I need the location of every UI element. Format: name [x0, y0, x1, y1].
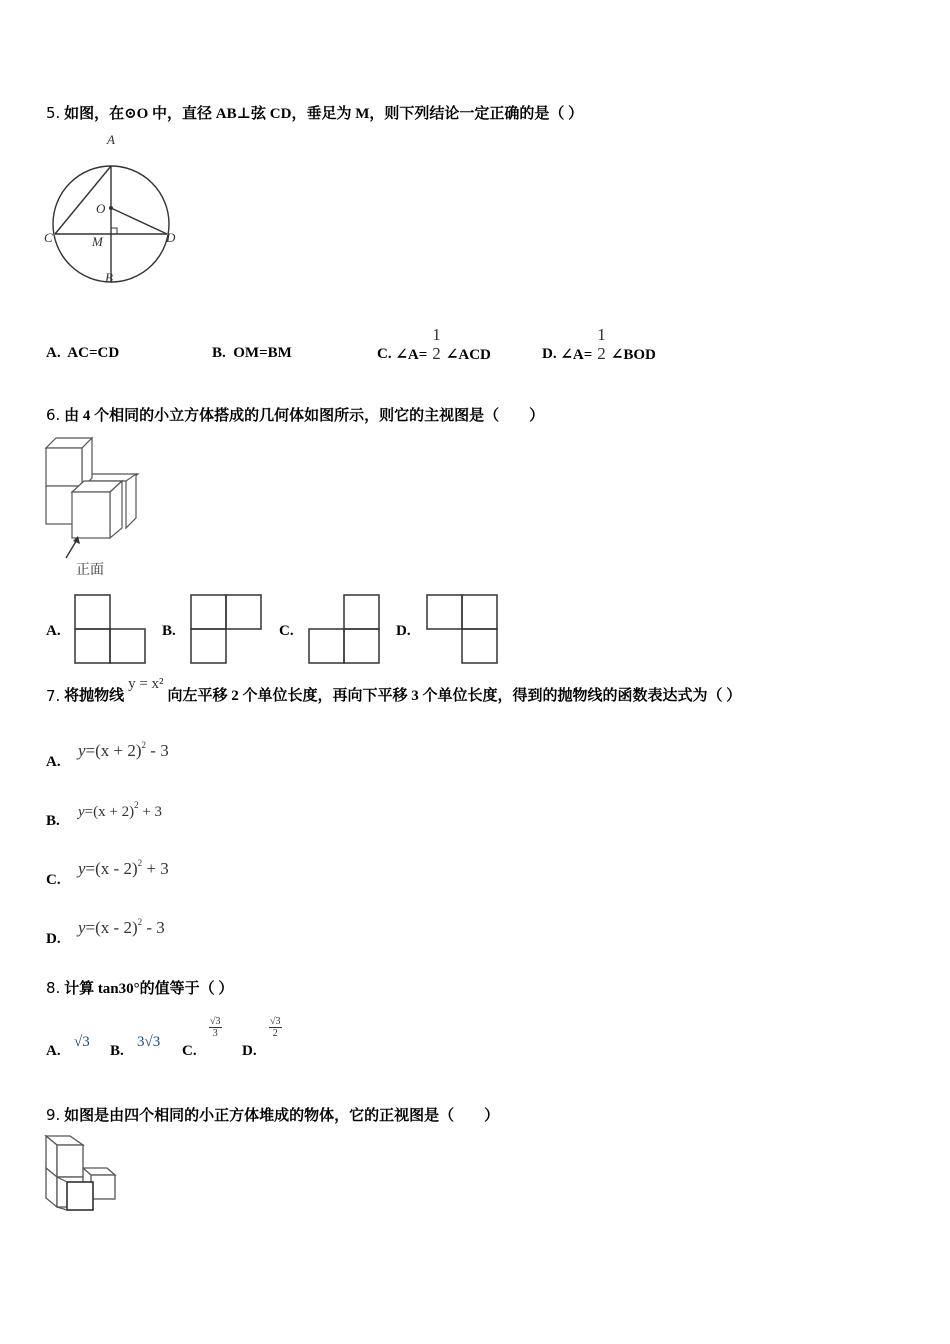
svg-text:正面: 正面: [76, 562, 104, 578]
q7-option-b[interactable]: [46, 813, 60, 830]
q8-option-c-fraction: [209, 1016, 222, 1039]
q7-option-c[interactable]: [46, 872, 61, 889]
formula-exponent: 2: [134, 800, 139, 810]
q8-option-a-value: √3: [74, 1034, 90, 1050]
option-label: B.: [212, 345, 226, 361]
circle-diagram: [42, 128, 192, 288]
formula-tail: + 3: [138, 804, 163, 820]
question-text: 如图是由四个相同的小正方体堆成的物体，它的正视图是（ ）: [64, 1108, 500, 1124]
svg-text:A: A: [107, 132, 115, 147]
q5-option-c[interactable]: [377, 320, 491, 370]
q7-option-a[interactable]: [46, 754, 61, 771]
question-text: 如图，在⊙O 中，直径 AB⊥弦 CD，垂足为 M，则下列结论一定正确的是（ ）: [64, 106, 584, 122]
q8-option-d-fraction: [269, 1016, 282, 1039]
formula-y-equals-x-squared: y = x²: [128, 676, 164, 692]
formula-tail: + 3: [142, 859, 169, 878]
option-label: D.: [242, 1043, 257, 1059]
q6-option-d-figure[interactable]: [426, 594, 498, 664]
question-number: 8.: [46, 979, 61, 997]
q7-option-d[interactable]: [46, 931, 61, 948]
question-number: 6.: [46, 406, 61, 424]
q9-cube-stack-figure: [45, 1135, 117, 1213]
q6-option-d-label[interactable]: D.: [396, 623, 411, 639]
fraction-denominator: 2: [272, 1028, 278, 1039]
fraction-one-half: [431, 326, 442, 363]
option-label: C.: [182, 1043, 197, 1059]
q6-option-c-figure[interactable]: [308, 594, 380, 664]
fraction-denominator: 2: [432, 344, 441, 363]
formula-lhs: y: [78, 804, 85, 820]
formula-tail: - 3: [146, 741, 169, 760]
q7-option-d-formula: [78, 917, 165, 938]
q6-option-a-label[interactable]: A.: [46, 623, 61, 639]
question-7-stem: [46, 676, 742, 705]
question-9-stem: [46, 1104, 499, 1125]
formula-body: =(x + 2): [84, 804, 135, 820]
question-text-after: 向左平移 2 个单位长度，再向下平移 3 个单位长度，得到的抛物线的函数表达式为（ ）: [167, 688, 742, 704]
formula-body: =(x - 2): [85, 859, 138, 878]
formula-exponent: 2: [137, 917, 143, 927]
q6-option-b-label[interactable]: B.: [162, 623, 176, 639]
q8-option-b[interactable]: [110, 1043, 124, 1060]
q5-option-b[interactable]: [212, 345, 292, 362]
q8-option-b-value: 3√3: [137, 1034, 161, 1050]
q6-option-c-label[interactable]: C.: [279, 623, 294, 639]
q6-option-b-figure[interactable]: [190, 594, 262, 664]
fraction-denominator: 3: [212, 1028, 218, 1039]
option-suffix: ∠BOD: [610, 346, 656, 363]
svg-text:O: O: [96, 201, 106, 216]
question-6-stem: [46, 404, 544, 425]
svg-text:C: C: [44, 230, 53, 245]
formula-lhs: y: [78, 741, 86, 760]
question-text: 由 4 个相同的小立方体搭成的几何体如图所示，则它的主视图是（ ）: [64, 408, 545, 424]
cube-stack-figure: [44, 436, 144, 578]
q8-option-c[interactable]: [182, 1043, 197, 1060]
question-number: 9.: [46, 1106, 61, 1124]
question-text: 计算 tan30°的值等于（ ）: [64, 981, 234, 997]
q5-option-d[interactable]: [542, 320, 656, 370]
option-label: C.: [46, 872, 61, 888]
q5-option-a[interactable]: [46, 345, 119, 362]
formula-lhs: y: [78, 918, 86, 937]
fraction-numerator: √3: [270, 1016, 281, 1027]
question-5-stem: [46, 102, 583, 123]
option-label: A.: [46, 345, 61, 361]
question-number: 7.: [46, 687, 61, 705]
formula-lhs: y: [78, 859, 86, 878]
option-text: AC=CD: [67, 345, 120, 361]
fraction-numerator: 1: [432, 325, 441, 345]
q7-option-b-formula: [78, 800, 162, 821]
formula-exponent: 2: [137, 858, 143, 868]
fraction-one-half: [596, 326, 607, 363]
option-suffix: ∠ACD: [445, 346, 491, 363]
q6-option-a-figure[interactable]: [74, 594, 146, 664]
svg-text:D: D: [166, 230, 176, 245]
fraction-numerator: 1: [597, 325, 606, 345]
q8-option-d[interactable]: [242, 1043, 257, 1060]
option-label: C.: [377, 345, 392, 362]
svg-text:B: B: [105, 270, 113, 285]
fraction-denominator: 2: [597, 344, 606, 363]
formula-body: =(x - 2): [85, 918, 138, 937]
option-label: D.: [46, 931, 61, 947]
formula-tail: - 3: [142, 918, 165, 937]
cube-stack-icon: [44, 436, 144, 578]
q8-option-a[interactable]: [46, 1043, 61, 1060]
question-8-stem: [46, 977, 233, 998]
formula-exponent: 2: [141, 740, 147, 750]
option-label: A.: [46, 1043, 61, 1059]
q7-option-c-formula: [78, 858, 169, 879]
option-label: A.: [46, 754, 61, 770]
fraction-numerator: √3: [210, 1016, 221, 1027]
svg-text:M: M: [92, 234, 103, 249]
option-label: B.: [46, 813, 60, 829]
question-number: 5.: [46, 104, 61, 122]
option-label: D.: [542, 345, 557, 362]
option-label: B.: [110, 1043, 124, 1059]
circle-figure-icon: [42, 128, 192, 288]
option-prefix: ∠A=: [395, 346, 428, 363]
question-text-before: 将抛物线: [64, 688, 125, 704]
option-prefix: ∠A=: [560, 346, 593, 363]
q7-option-a-formula: [78, 740, 169, 761]
formula-body: =(x + 2): [85, 741, 142, 760]
option-text: OM=BM: [233, 345, 292, 361]
